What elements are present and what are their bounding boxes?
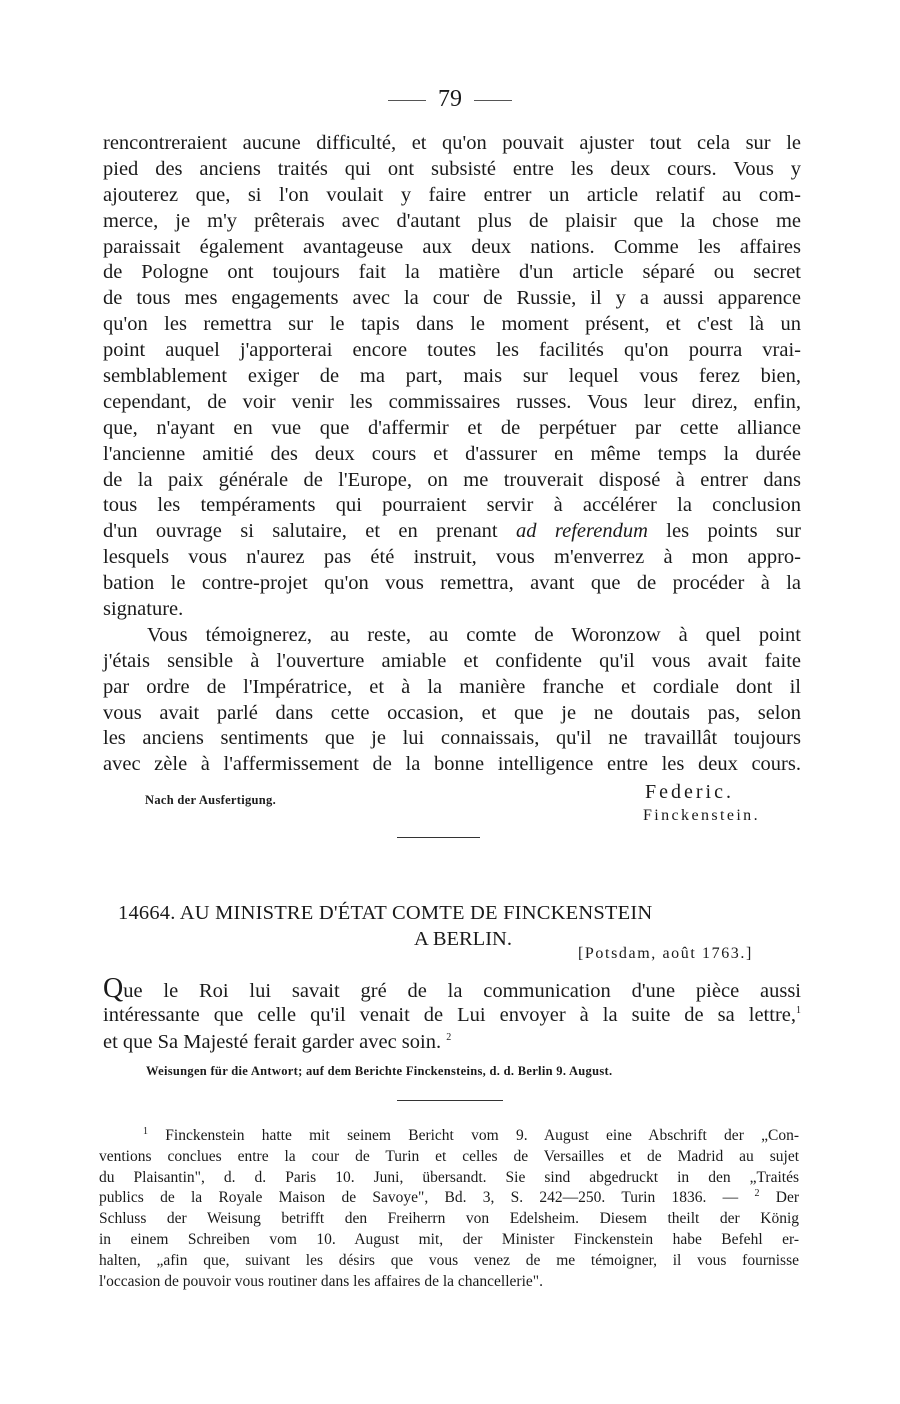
drop-cap: Q (103, 973, 124, 1004)
body-line: de tous mes engagements avec la cour de Russie, il y a aussi apparence (103, 287, 801, 310)
date-line: [Potsdam, août 1763.] (578, 945, 753, 962)
letter-body (103, 975, 801, 1056)
letter-line-text: intéressante que celle qu'il venait de Lui envoyer à la suite de sa lettre, (103, 1004, 796, 1026)
body-line: merce, je m'y prêterais avec d'autant plus de plaisir que la chose me (103, 209, 801, 232)
letter-line (103, 1002, 801, 1029)
body-line: Vous témoignerez, au reste, au comte de Woronzow à quel point (147, 623, 801, 646)
body-line: j'étais sensible à l'ouverture amiable et confidente qu'il vous avait faite (103, 649, 801, 672)
italic-phrase: ad referendum (516, 520, 648, 543)
footnote-number: 1 (143, 1125, 148, 1137)
body-line: paraissait également avantageuse aux deux nations. Comme les affaires (103, 235, 801, 258)
signature-block (145, 781, 805, 831)
body-line: vous avait parlé dans cette occasion, et que je ne doutais pas, selon (103, 701, 801, 724)
footnote-number: 2 (754, 1188, 760, 1200)
footnote-divider (397, 1100, 503, 1101)
body-line-with-italic (103, 519, 801, 545)
section-divider (397, 837, 480, 838)
body-line: que, n'ayant en vue que d'affermir et de perpétuer par cette alliance (103, 416, 801, 439)
source-note: Nach der Ausfertigung. (145, 793, 277, 807)
body-line: tous les tempéraments qui pourraient servir à accélérer la conclusion (103, 494, 801, 517)
document-number: 14664. (118, 902, 176, 924)
document-title: AU MINISTRE D'ÉTAT COMTE DE FINCKENSTEIN (179, 902, 653, 924)
body-line: semblablement exiger de ma part, mais sur lequel vous ferez bien, (103, 365, 801, 388)
body-line: qu'on les remettra sur le tapis dans le moment présent, et c'est là un (103, 313, 801, 336)
body-line-tail: les points sur (666, 520, 802, 543)
body-line: de Pologne ont toujours fait la matière d'un article séparé ou secret (103, 261, 801, 284)
footnote-line: du Plaisantin", d. d. Paris 10. Juni, übersandt. Sie sind abgedruckt in den „Traités (99, 1168, 799, 1186)
letter-body-continued (103, 131, 801, 778)
body-line: cependant, de voir venir les commissaires russes. Vous leur direz, enfin, (103, 390, 801, 413)
footnote-text: Finckenstein hatte mit seinem Bericht vom 9. August eine Abschrift der „Con- (165, 1127, 799, 1144)
document-title-line-2: A BERLIN. (414, 928, 512, 950)
letter-line (103, 1029, 801, 1056)
footnote-marker: 1 (796, 1005, 801, 1017)
footnote-text: publics de la Royale Maison de Savoye", Bd. 3, S. 242—250. Turin 1836. — (99, 1189, 739, 1207)
countersignature: Finckenstein. (643, 807, 760, 824)
signature-name: Federic. (645, 781, 734, 803)
body-line: les anciens sentiments que je lui connaissais, qu'il ne travaillât toujours (103, 727, 801, 750)
letter-line-text: et que Sa Majesté ferait garder avec soin. (103, 1031, 442, 1053)
heading-line-1 (118, 900, 784, 926)
header-dash-left (388, 100, 426, 101)
footnote-text: Der (775, 1189, 800, 1207)
body-line: signature. (103, 598, 184, 621)
footnote-line: ventions conclues entre la cour de Turin et celles de Versailles et de Madrid au sujet (99, 1147, 799, 1165)
footnote-line: l'occasion de pouvoir vous routiner dans les affaires de la chancellerie". (99, 1272, 543, 1290)
footnotes (99, 1126, 799, 1292)
footnote-line: halten, „afin que, suivant les désirs que vous venez de me témoigner, il vous fournisse (99, 1251, 799, 1269)
body-line: lesquels vous n'aurez pas été instruit, vous m'enverrez à mon appro- (103, 546, 801, 569)
footnote-line (99, 1126, 799, 1147)
body-line: pied des anciens traités qui ont subsisté entre les deux cours. Vous y (103, 157, 801, 180)
instructions-note: Weisungen für die Antwort; auf dem Berichte Finckensteins, d. d. Berlin 9. August. (146, 1064, 613, 1078)
letter-line (103, 975, 801, 1002)
body-line: de la paix générale de l'Europe, on me trouverait disposé à entrer dans (103, 468, 801, 491)
body-line: ajouterez que, si l'on voulait y faire entrer un article relatif au com- (103, 183, 801, 206)
footnote-line: Schluss der Weisung betrifft den Freiherrn von Edelsheim. Diesem theilt der König (99, 1210, 799, 1228)
body-line: bation le contre-projet qu'on vous remettra, avant que de procéder à la (103, 572, 801, 595)
footnote-marker: 2 (446, 1032, 452, 1044)
body-line: avec zèle à l'affermissement de la bonne intelligence entre les deux cours. (103, 753, 801, 776)
page-number: 79 (438, 86, 462, 112)
letter-line-text: ue le Roi lui savait gré de la communication d'une pièce aussi (123, 980, 801, 1002)
body-line: par ordre de l'Impératrice, et à la manière franche et cordiale dont il (103, 675, 801, 698)
body-line-head: d'un ouvrage si salutaire, et en prenant (103, 520, 498, 543)
body-line: point auquel j'apporterai encore toutes les facilités qu'on pourra vrai- (103, 339, 801, 362)
page-header (0, 86, 900, 113)
body-line: rencontreraient aucune difficulté, et qu'on pouvait ajuster tout cela sur le (103, 132, 801, 154)
body-line: l'ancienne amitié des deux cours et d'assurer en même temps la durée (103, 442, 801, 465)
footnote-line (99, 1188, 799, 1209)
header-dash-right (474, 100, 512, 101)
footnote-line: in einem Schreiben vom 10. August mit, der Minister Finckenstein habe Befehl er- (99, 1230, 799, 1248)
